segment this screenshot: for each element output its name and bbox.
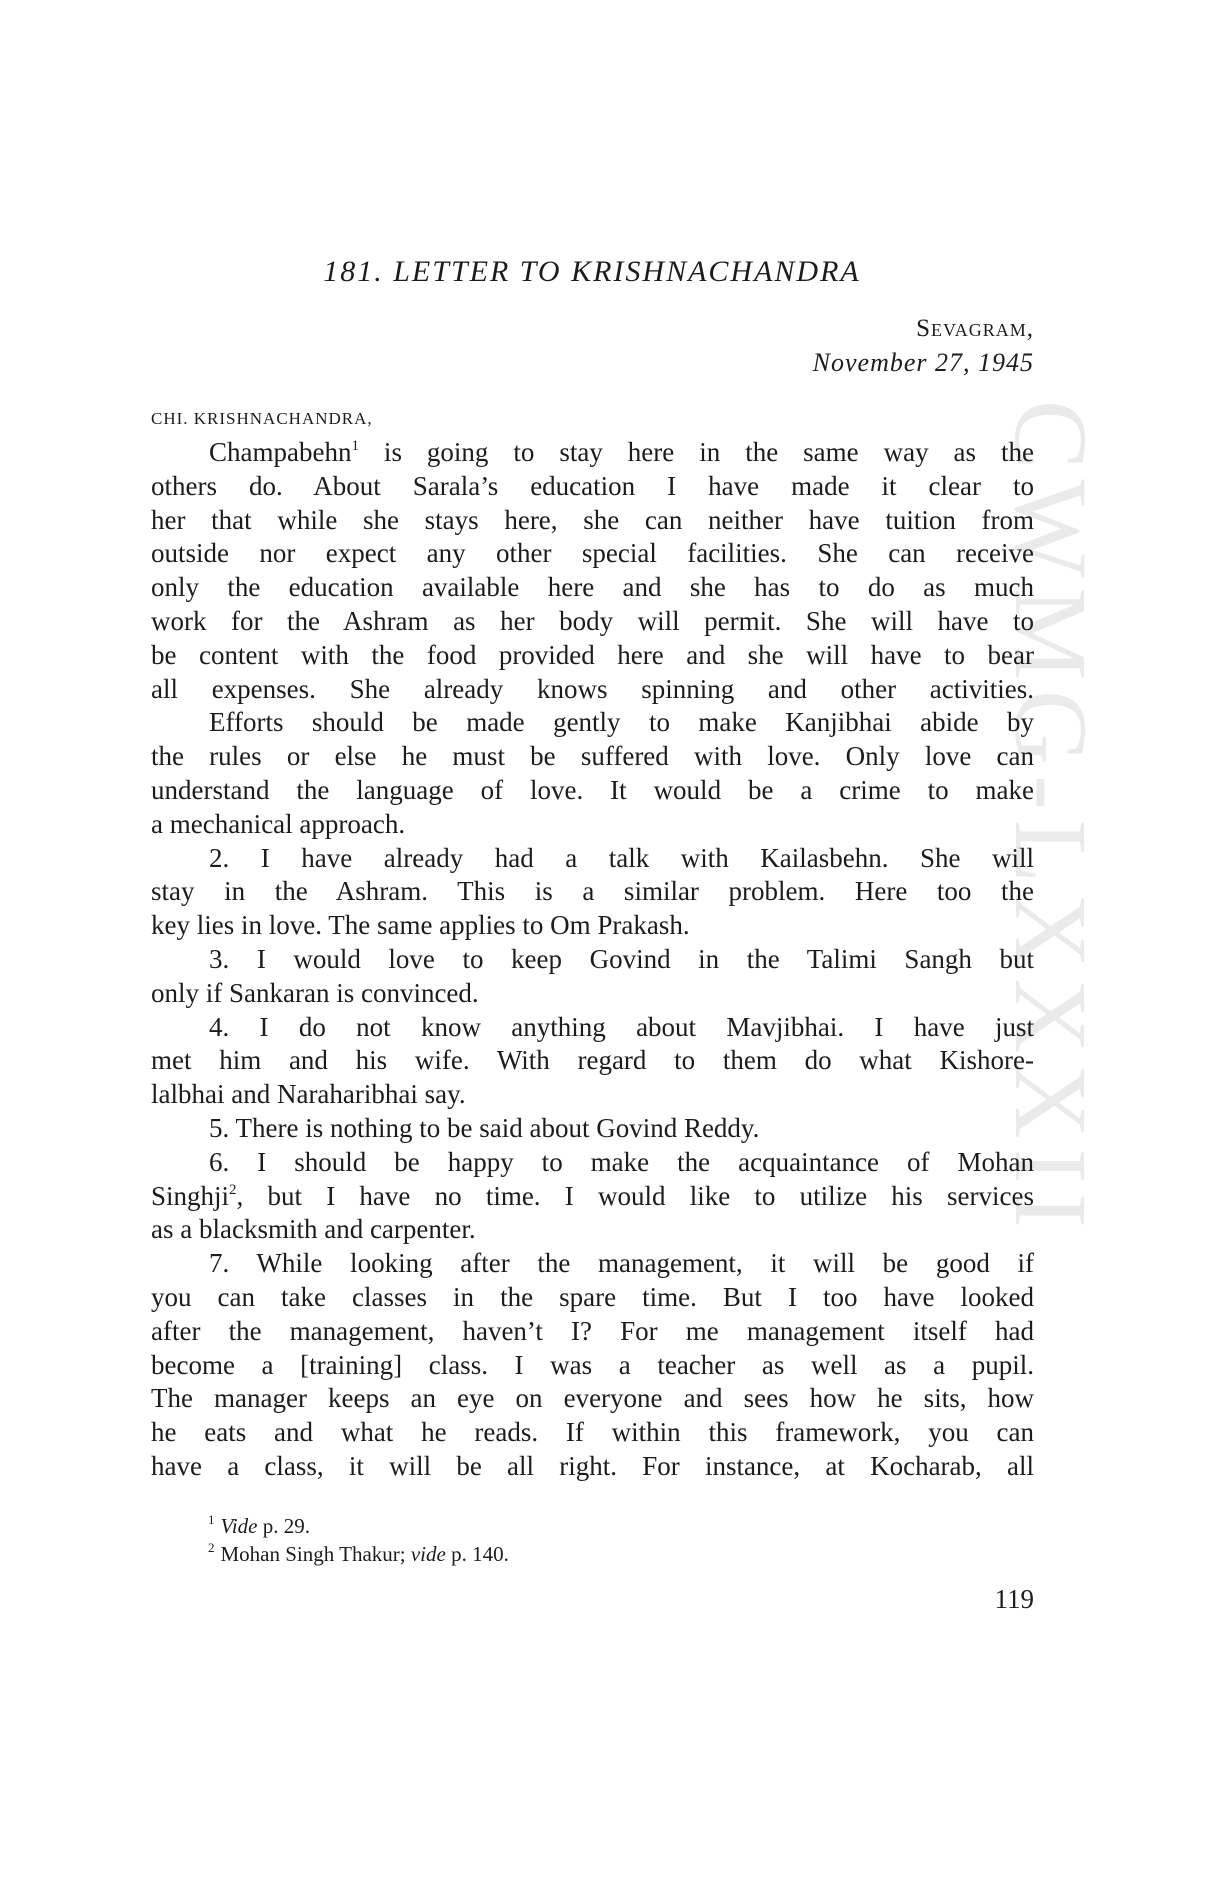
text-line: you can take classes in the spare time. But I too have looked (151, 1281, 1034, 1312)
text-line: only if Sankaran is convinced. (151, 977, 479, 1008)
text-line: have a class, it will be all right. For instance, at Kocharab, all (151, 1450, 1034, 1481)
text-line: he eats and what he reads. If within this framework, you can (151, 1417, 1034, 1448)
text-line: lalbhai and Naraharibhai say. (151, 1079, 466, 1110)
text-line: all expenses. She already knows spinning and other activities. (151, 673, 1034, 704)
text-line: the rules or else he must be suffered with love. Only love can (151, 741, 1034, 772)
text-line: after the management, haven’t I? For me management itself had (151, 1315, 1034, 1346)
text-line: as a blacksmith and carpenter. (151, 1214, 476, 1245)
text-line: Singhji$^2$, but I have no time. I would like to utilize his services (151, 1180, 1034, 1211)
letter-date: November 27, 1945 (812, 348, 1034, 377)
text-line: become a [training] class. I was a teacher as well as a pupil. (151, 1349, 1034, 1380)
text-line: be content with the food provided here and she will have to bear (151, 639, 1034, 670)
footnote: $^1$ Vide p. 29. (208, 1512, 310, 1538)
footnote-ref: 2 (229, 1181, 237, 1198)
text-line: 2. I have already had a talk with Kailasbehn. She will (209, 842, 1034, 873)
text-line: her that while she stays here, she can neither have tuition from (151, 504, 1034, 535)
text-line: work for the Ashram as her body will permit. She will have to (151, 605, 1034, 636)
text-line: a mechanical approach. (151, 808, 406, 839)
watermark-text: CWMG-LXXXII (993, 400, 1108, 1238)
salutation: CHI. KRISHNACHANDRA, (151, 409, 373, 428)
page-number: 119 (994, 1584, 1034, 1614)
text-line: The manager keeps an eye on everyone and sees how he sits, how (151, 1383, 1034, 1414)
letter-title: 181. LETTER TO KRISHNACHANDRA (323, 255, 861, 288)
text-line: 4. I do not know anything about Mavjibhai. I have just (209, 1011, 1034, 1042)
text-line: Efforts should be made gently to make Kanjibhai abide by (209, 707, 1034, 738)
text-line: others do. About Sarala’s education I have made it clear to (151, 470, 1034, 501)
text-line: stay in the Ashram. This is a similar problem. Here too the (151, 876, 1034, 907)
footnote: $^2$ Mohan Singh Thakur; vide p. 140. (208, 1540, 509, 1566)
text-line: outside nor expect any other special facilities. She can receive (151, 538, 1034, 569)
letter-place: Sevagram, (916, 315, 1034, 342)
footnotes (208, 1512, 509, 1568)
text-line: key lies in love. The same applies to Om Prakash. (151, 910, 690, 941)
footnote-ref: 1 (351, 438, 359, 454)
text-line: Champabehn$^1$ is going to stay here in the same way as the (209, 437, 1034, 467)
text-line: 7. While looking after the management, it will be good if (209, 1248, 1034, 1279)
text-line: 3. I would love to keep Govind in the Talimi Sangh but (209, 943, 1034, 974)
text-line: understand the language of love. It would be a crime to make (151, 774, 1034, 805)
text-line: 6. I should be happy to make the acquaintance of Mohan (209, 1146, 1034, 1177)
text-line: met him and his wife. With regard to them do what Kishore- (151, 1045, 1034, 1076)
text-line: only the education available here and she has to do as much (151, 572, 1034, 603)
text-line: 5. There is nothing to be said about Govind Reddy. (209, 1112, 760, 1143)
letter-body (151, 436, 1034, 1484)
